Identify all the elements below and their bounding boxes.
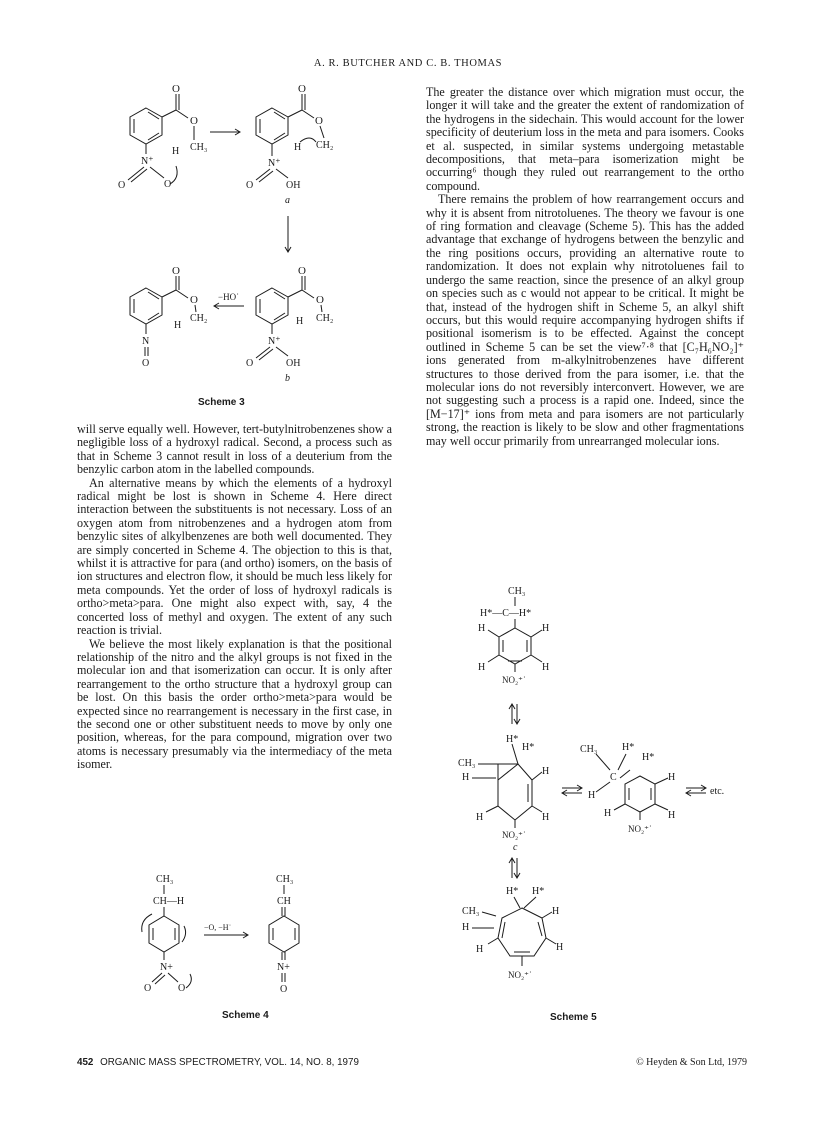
o-label: O (118, 180, 126, 191)
ch3-label-s5: CH₃ (508, 586, 526, 597)
n-label: N (142, 336, 150, 347)
hstar-b-2: H* (532, 886, 545, 897)
hstar-2: H* (522, 742, 535, 753)
left-paragraph-1: will serve equally well. However, tert-butylnitrobenzenes show a negligible loss of a hydroxyl radical. Second, a process such as that in Scheme 3 cannot result in loss of a deuterium from the benzylic carbon atom in the labelled compounds. (77, 422, 392, 477)
h-c-3: H (542, 812, 550, 823)
footer-journal (77, 1057, 359, 1068)
no2-label-s5-o: NO₂⁺˙ (628, 824, 652, 834)
ch2-label-4: CH₂ (316, 313, 334, 324)
no2-label-s5-b: NO₂⁺˙ (508, 970, 532, 980)
carbonyl-o-label-2: O (298, 83, 306, 95)
running-header: A. R. BUTCHER AND C. B. THOMAS (313, 58, 503, 69)
n-plus-label-4: N⁺ (268, 336, 281, 347)
h-label-2: H (294, 142, 302, 153)
h-o-2: H (668, 772, 676, 783)
journal-citation: ORGANIC MASS SPECTROMETRY, VOL. 14, NO. 8, 1979 (100, 1057, 359, 1068)
o-label-4: O (246, 358, 254, 369)
hstar-o-1: H* (622, 742, 635, 753)
h-label-3: H (174, 320, 182, 331)
scheme-5-caption: Scheme 5 (550, 1012, 597, 1023)
scheme3-mol-a (246, 83, 333, 206)
hch-label: H*—C—H* (480, 608, 532, 619)
etc-label: etc. (710, 786, 725, 797)
h-o-3: H (668, 810, 676, 821)
ch3-label-s5-b: CH₃ (462, 906, 480, 917)
h-b-3: H (556, 942, 564, 953)
right-paragraph-1: The greater the distance over which migration must occur, the longer it will take and the greater the extent of randomization of the hydrogens in the sidechain. This would account for the lower specificity of deuterium loss in the meta and para isomers. Cooks et al. suspected, in similar systems undergoing metastable decompositions, that meta–para isomerization might be occurring⁶ though they ruled out rearrangement to the ortho compound. (426, 85, 744, 193)
scheme-3-diagram (110, 83, 370, 388)
o-label-s4-2: O (280, 984, 288, 995)
o-label-s4: O (144, 983, 152, 994)
hstar-1: H* (506, 734, 519, 745)
page-number: 452 (77, 1057, 94, 1068)
right-paragraph-2: There remains the problem of how rearrangement occurs and why it is absent from nitrotoluenes. The theory we favour is one of ring formation and cleavage (Scheme 5). This has the added advantage that exchange of hydrogens between the benzylic and the ring positions occurs, providing an alternative route to randomization. It does not explain why nitrotoluenes fail to undergo the same reaction, since the presence of an alkyl group on species such as c would not appear to be critical. It might be that, instead of the hydrogen shift in Scheme 5, an alkyl shift occurs, but this would require accompanying hydrogen shifts if positional isomerism is to be effected. Against the concept outlined in Scheme 5 can be set the view⁷·⁸ that [C₇H₆NO₂]⁺ ions generated from m-alkylnitrobenzenes have different structures to those derived from the para isomer, i.e. that the molecular ions do not reversibly interconvert. However, we are not suggesting such a process is a rapid one. Indeed, since the [M−17]⁺ ions from meta and para isomers are not particularly strong, the reaction is likely to be slow and other fragmentations may well occur primarily from unrearranged molecular ions. (426, 192, 744, 448)
h-c-1: H (462, 772, 470, 783)
scheme-3-caption: Scheme 3 (198, 397, 245, 408)
h-s5-4: H (542, 662, 550, 673)
o-label-3: O (142, 358, 150, 369)
h-s5-1: H (478, 623, 486, 634)
n-plus-label-s4-2: N+ (277, 962, 290, 973)
hstar-b-1: H* (506, 886, 519, 897)
h-b-1: H (462, 922, 470, 933)
h-b-2: H (552, 906, 560, 917)
ch-h-label: CH—H (153, 896, 185, 907)
footer-copyright: © Heyden & Son Ltd, 1979 (636, 1057, 747, 1068)
h-label-4: H (296, 316, 304, 327)
o-radical-s4: O (178, 983, 186, 994)
ch3-label-s5-o: CH₃ (580, 744, 598, 755)
ch2-label: CH₂ (316, 140, 334, 151)
o-radical-label: O (164, 179, 172, 190)
scheme5-mol-bottom (462, 886, 563, 980)
o-label-2: O (246, 180, 254, 191)
scheme4-product (269, 874, 299, 995)
ester-o-label-2: O (315, 115, 323, 127)
ester-o-label: O (190, 115, 198, 127)
h-b-4: H (476, 944, 484, 955)
oh-label: OH (286, 180, 301, 191)
n-plus-label-2: N⁺ (268, 158, 281, 169)
h-o-4: H (604, 808, 612, 819)
ch-label: CH (277, 896, 291, 907)
right-column-text (426, 86, 744, 448)
ch3-label-s4-2: CH₃ (276, 874, 294, 885)
carbonyl-o-label: O (172, 83, 180, 95)
ester-o-label-3: O (190, 294, 198, 306)
scheme4-reactant (142, 874, 192, 994)
h-o-1: H (588, 790, 596, 801)
scheme3-mol-1 (118, 83, 207, 191)
oh-label-4: OH (286, 358, 301, 369)
carbonyl-o-label-3: O (172, 265, 180, 277)
scheme3-mol-b (246, 265, 333, 384)
scheme4-arrow-label: −O, −H˙ (204, 923, 232, 932)
left-column-text (77, 423, 392, 772)
left-paragraph-3: We believe the most likely explanation is that the positional relationship of the nitro and the alkyl groups is not fixed in the molecular ion and that isomerization can occur. It is only after rearrangement to the ortho structure that a hydroxyl group can be lost. On this basis the order ortho>meta>para would be expected since no rearrangement is necessary in the first case, in the second one or other substituent needs to move by only one position, whereas, for the para compound, migration over two atoms is necessary presumably via the intermediacy of the meta isomer. (77, 636, 392, 772)
scheme5-mol-c (458, 734, 549, 853)
scheme5-mol-top (478, 586, 549, 685)
label-a: a (285, 195, 290, 206)
h-c-4: H (476, 812, 484, 823)
h-s5-2: H (542, 623, 550, 634)
scheme-4-caption: Scheme 4 (222, 1010, 269, 1021)
left-paragraph-2: An alternative means by which the elements of a hydroxyl radical might be lost is shown in Scheme 4. Here direct interaction between the substituents is not necessary. Loss of an oxygen atom from nitrobenzenes and a hydrogen atom from benzylic sites of alkylbenzenes are both well documented. They are simply concerted in Scheme 4. The objection to this is that, whilst it is attractive for para (and ortho) isomers, on the basis of ion structures and electron flow, it should be much less likely for meta compounds. Yet the order of loss of hydroxyl radicals is ortho>meta>para. One might also expect with, say, 4 the concerted loss of methyl and oxygen. The extent of any such reaction is trivial. (77, 475, 392, 638)
no2-label-s5-1: NO₂⁺˙ (502, 675, 526, 685)
ch2-label-3: CH₂ (190, 313, 208, 324)
carbonyl-o-label-4: O (298, 265, 306, 277)
ester-o-label-4: O (316, 294, 324, 306)
scheme5-mol-open (580, 742, 675, 834)
minus-ho-label: −HO˙ (218, 292, 240, 302)
h-c-2: H (542, 766, 550, 777)
no2-label-s5-c: NO₂⁺˙ (502, 830, 526, 840)
h-label: H (172, 146, 180, 157)
ch3-label-s4: CH₃ (156, 874, 174, 885)
ch3-label-s5-c: CH₃ (458, 758, 476, 769)
h-s5-3: H (478, 662, 486, 673)
n-plus-label: N⁺ (141, 156, 154, 167)
scheme-5-diagram (450, 584, 750, 994)
scheme-4-diagram (144, 872, 330, 1002)
c-label: C (610, 772, 617, 783)
n-plus-label-s4: N+ (160, 962, 173, 973)
scheme3-mol-product (130, 265, 207, 369)
ch3-label: CH₃ (190, 142, 208, 153)
hstar-o-2: H* (642, 752, 655, 763)
label-b: b (285, 373, 290, 384)
label-c: c (513, 842, 518, 853)
